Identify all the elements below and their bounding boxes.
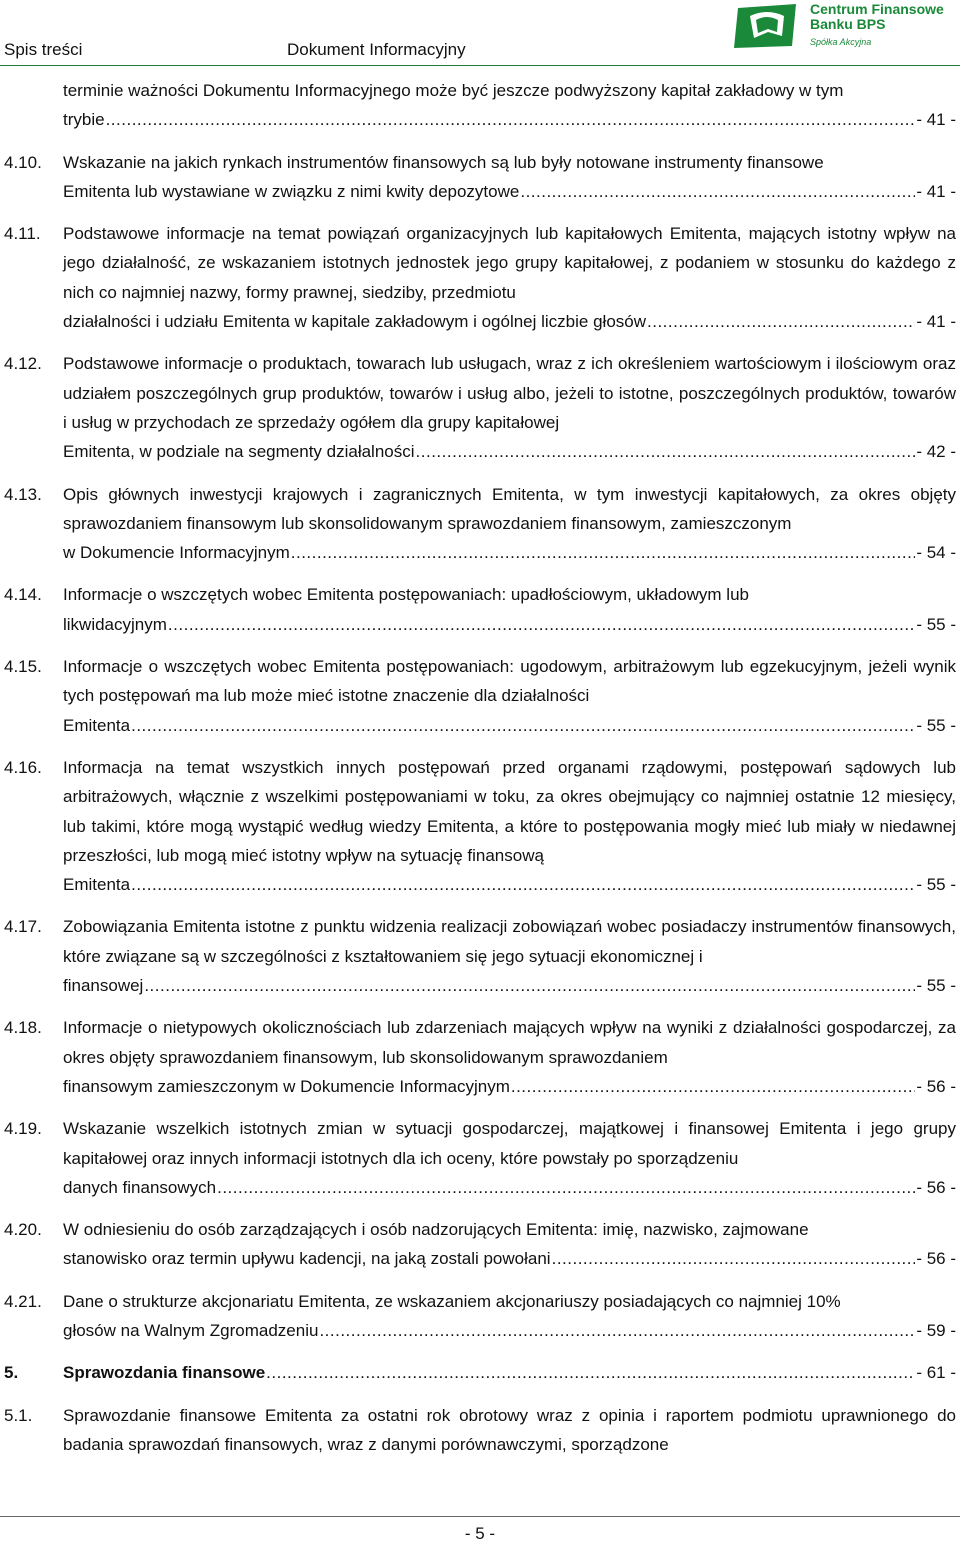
- toc-entry-number: 4.17.: [4, 917, 42, 937]
- dot-leader: [647, 307, 915, 336]
- toc-entry-body: W odniesieniu do osób zarządzających i osób nadzorujących Emitenta: imię, nazwisko, zajmowane: [63, 1220, 809, 1240]
- toc-entry-last-line: działalności i udziału Emitenta w kapitale zakładowym i ogólnej liczbie głosów: [63, 312, 647, 332]
- page-header: [0, 0, 960, 66]
- toc-entry-page: - 55 -: [916, 875, 956, 895]
- dot-leader: [217, 1173, 915, 1202]
- toc-entry-last-line: finansowym zamieszczonym w Dokumencie Informacyjnym: [63, 1076, 510, 1096]
- header-section-title: Spis treści: [4, 40, 83, 59]
- toc-entry-text: [63, 219, 956, 336]
- page-number: - 5 -: [464, 1524, 496, 1543]
- toc-entry-number: 4.14.: [4, 585, 42, 605]
- toc-entry-text: [63, 1358, 956, 1387]
- dot-leader: [416, 437, 916, 466]
- toc-entry-text: [63, 76, 956, 135]
- toc-entry-body: Informacja na temat wszystkich innych postępowań przed organami rządowymi, postępowań sądowych lub arbitrażowych, włącznie z wszelkimi postępowaniami w toku, za okres obejmujący co najmniej ostatnie 12 miesięcy, lub takimi, które mogą wystąpić według wiedzy Emitenta, a które to postępowania mogły mieć lub miały w niedawnej przeszłości, lub mogą mieć istotny wpływ na sytuację finansową: [63, 757, 956, 865]
- toc-entry-last-line: likwidacyjnym: [63, 614, 167, 634]
- toc-entry[interactable]: [0, 580, 956, 639]
- toc-entry[interactable]: [0, 1358, 956, 1387]
- toc-entry-page: - 54 -: [916, 543, 956, 563]
- toc-entry-leader-line: [63, 307, 956, 336]
- toc-entry[interactable]: [0, 1013, 956, 1101]
- toc-entry-text: [63, 1114, 956, 1202]
- toc-entry-page: - 55 -: [916, 614, 956, 634]
- toc-entry-body: terminie ważności Dokumentu Informacyjnego może być jeszcze podwyższony kapitał zakładowy w tym: [63, 81, 844, 100]
- toc-entry-number: 4.19.: [4, 1119, 42, 1139]
- toc-entry-last-line: Emitenta: [63, 715, 131, 735]
- toc-entry-leader-line: [63, 1072, 956, 1101]
- toc-entry[interactable]: [0, 76, 956, 135]
- toc-entry-last-line: w Dokumencie Informacyjnym: [63, 543, 290, 563]
- dot-leader: [520, 177, 915, 206]
- toc-entry-number: 4.11.: [4, 224, 41, 244]
- toc-entry-leader-line: [63, 1358, 956, 1387]
- toc-entry-body: Wskazanie wszelkich istotnych zmian w sytuacji gospodarczej, majątkowej i finansowej Emitenta i jego grupy kapitałowej oraz innych informacji istotnych dla ich oceny, które powstały po sporządzeniu: [63, 1119, 956, 1168]
- toc-entry-page: - 41 -: [916, 312, 956, 332]
- company-logo: [732, 2, 958, 52]
- dot-leader: [106, 105, 916, 134]
- toc-entry-text: [63, 1401, 956, 1460]
- toc-entry[interactable]: [0, 148, 956, 207]
- toc-entry-number: 5.1.: [4, 1405, 33, 1425]
- dot-leader: [291, 538, 916, 567]
- toc-entry-leader-line: [63, 1244, 956, 1273]
- toc-entry-page: - 56 -: [916, 1076, 956, 1096]
- toc-entry-page: - 56 -: [916, 1177, 956, 1197]
- toc-entry-body: Informacje o wszczętych wobec Emitenta postępowaniach: ugodowym, arbitrażowym lub egzekucyjnym, jeżeli wynik tych postępowań ma lub może mieć istotne znaczenie dla działalności: [63, 657, 956, 706]
- toc-entry-last-line: finansowej: [63, 976, 144, 996]
- toc-entry-leader-line: [63, 1316, 956, 1345]
- dot-leader: [319, 1316, 915, 1345]
- cfbps-logo-icon: [732, 2, 802, 50]
- header-document-title: Dokument Informacyjny: [287, 40, 466, 59]
- toc-entry-last-line: głosów na Walnym Zgromadzeniu: [63, 1320, 319, 1340]
- toc-entry-leader-line: [63, 711, 956, 740]
- toc-entry-body: Zobowiązania Emitenta istotne z punktu widzenia realizacji zobowiązań wobec posiadaczy instrumentów finansowych, które związane są w szczególności z kształtowaniem się jego sytuacji ekonomicznej i: [63, 917, 956, 966]
- logo-line-2: Banku BPS: [810, 16, 886, 32]
- dot-leader: [144, 971, 915, 1000]
- toc-entry-leader-line: [63, 177, 956, 206]
- toc-entry-page: - 56 -: [916, 1249, 956, 1269]
- toc-entry-body: Podstawowe informacje na temat powiązań organizacyjnych lub kapitałowych Emitenta, mających istotny wpływ na jego działalność, ze wskazaniem istotnych jednostek jego grupy kapitałowej, z podaniem w stosunku do każdego z nich co najmniej nazwy, formy prawnej, siedziby, przedmiotu: [63, 224, 956, 302]
- toc-entry-body: Informacje o wszczętych wobec Emitenta postępowaniach: upadłościowym, układowym lub: [63, 585, 749, 605]
- toc-entry[interactable]: [0, 1215, 956, 1274]
- toc-entry-leader-line: [63, 538, 956, 567]
- toc-entry[interactable]: [0, 753, 956, 899]
- logo-line-1: Centrum Finansowe: [810, 1, 944, 17]
- toc-entry-body: Sprawozdanie finansowe Emitenta za ostatni rok obrotowy wraz z opinia i raportem podmiotu uprawnionego do badania sprawozdań finansowych, wraz z danymi porównawczymi, sporządzone: [63, 1405, 956, 1454]
- table-of-contents: [0, 76, 960, 1472]
- dot-leader: [511, 1072, 915, 1101]
- toc-entry-leader-line: [63, 1173, 956, 1202]
- toc-entry-number: 4.20.: [4, 1220, 42, 1240]
- toc-entry-number: 4.10.: [4, 152, 42, 172]
- toc-entry-last-line: Sprawozdania finansowe: [63, 1363, 266, 1383]
- toc-entry-last-line: Emitenta: [63, 875, 131, 895]
- toc-entry-text: [63, 580, 956, 639]
- toc-entry[interactable]: [0, 219, 956, 336]
- toc-entry-number: 4.15.: [4, 657, 42, 677]
- dot-leader: [168, 610, 915, 639]
- header-divider: [0, 65, 960, 66]
- toc-entry-leader-line: [63, 971, 956, 1000]
- toc-entry-body: Wskazanie na jakich rynkach instrumentów finansowych są lub były notowane instrumenty finansowe: [63, 152, 824, 172]
- toc-entry[interactable]: [0, 480, 956, 568]
- toc-entry-text: [63, 349, 956, 466]
- toc-entry-leader-line: [63, 437, 956, 466]
- toc-entry-body: Dane o strukturze akcjonariatu Emitenta, ze wskazaniem akcjonariuszy posiadających co najmniej 10%: [63, 1291, 841, 1311]
- toc-entry-page: - 42 -: [916, 442, 956, 462]
- toc-entry-page: - 55 -: [916, 715, 956, 735]
- dot-leader: [131, 711, 915, 740]
- toc-entry-number: 4.16.: [4, 757, 42, 777]
- toc-entry-body: Informacje o nietypowych okolicznościach lub zdarzeniach mających wpływ na wyniki z działalności gospodarczej, za okres objęty sprawozdaniem finansowym, lub skonsolidowanym sprawozdaniem: [63, 1018, 956, 1067]
- toc-entry-number: 4.12.: [4, 354, 42, 374]
- toc-entry-text: [63, 1287, 956, 1346]
- toc-entry-number: 4.18.: [4, 1018, 42, 1038]
- logo-line-3: Spółka Akcyjna: [810, 37, 872, 47]
- toc-entry[interactable]: [0, 912, 956, 1000]
- toc-entry-text: [63, 480, 956, 568]
- toc-entry-number: 4.13.: [4, 484, 42, 504]
- toc-entry[interactable]: [0, 1114, 956, 1202]
- toc-entry-text: [63, 1215, 956, 1274]
- toc-entry-page: - 59 -: [916, 1320, 956, 1340]
- toc-entry-page: - 61 -: [916, 1363, 956, 1383]
- toc-entry-leader-line: [63, 610, 956, 639]
- toc-entry-page: - 41 -: [916, 110, 956, 130]
- dot-leader: [266, 1358, 915, 1387]
- toc-entry-text: [63, 148, 956, 207]
- toc-entry-text: [63, 1013, 956, 1101]
- toc-entry-number: 4.21.: [4, 1291, 42, 1311]
- toc-entry-last-line: danych finansowych: [63, 1177, 217, 1197]
- toc-entry-last-line: trybie: [63, 110, 105, 130]
- toc-entry-last-line: Emitenta, w podziale na segmenty działalności: [63, 442, 415, 462]
- toc-entry[interactable]: [0, 652, 956, 740]
- toc-entry-text: [63, 753, 956, 899]
- toc-entry[interactable]: [0, 1401, 956, 1460]
- toc-entry-number: 5.: [4, 1363, 19, 1383]
- toc-entry-leader-line: [63, 105, 956, 134]
- footer-divider: [0, 1516, 960, 1517]
- toc-entry[interactable]: [0, 1287, 956, 1346]
- toc-entry-body: Podstawowe informacje o produktach, towarach lub usługach, wraz z ich określeniem wartościowym i ilościowym oraz udziałem poszczególnych grup produktów, towarów i usług albo, jeżeli to istotne, poszczególnych produktów, towarów i usług w przychodach ze sprzedaży ogółem dla grupy kapitałowej: [63, 354, 956, 432]
- toc-entry-page: - 41 -: [916, 181, 956, 201]
- toc-entry-last-line: Emitenta lub wystawiane w związku z nimi kwity depozytowe: [63, 181, 520, 201]
- dot-leader: [131, 870, 915, 899]
- dot-leader: [552, 1244, 916, 1273]
- toc-entry[interactable]: [0, 349, 956, 466]
- toc-entry-page: - 55 -: [916, 976, 956, 996]
- toc-entry-last-line: stanowisko oraz termin upływu kadencji, na jaką zostali powołani: [63, 1249, 551, 1269]
- toc-entry-text: [63, 652, 956, 740]
- toc-entry-leader-line: [63, 870, 956, 899]
- toc-entry-text: [63, 912, 956, 1000]
- toc-entry-body: Opis głównych inwestycji krajowych i zagranicznych Emitenta, w tym inwestycji kapitałowych, za okres objęty sprawozdaniem finansowym lub skonsolidowanym sprawozdaniem finansowym, zamieszczonym: [63, 484, 956, 533]
